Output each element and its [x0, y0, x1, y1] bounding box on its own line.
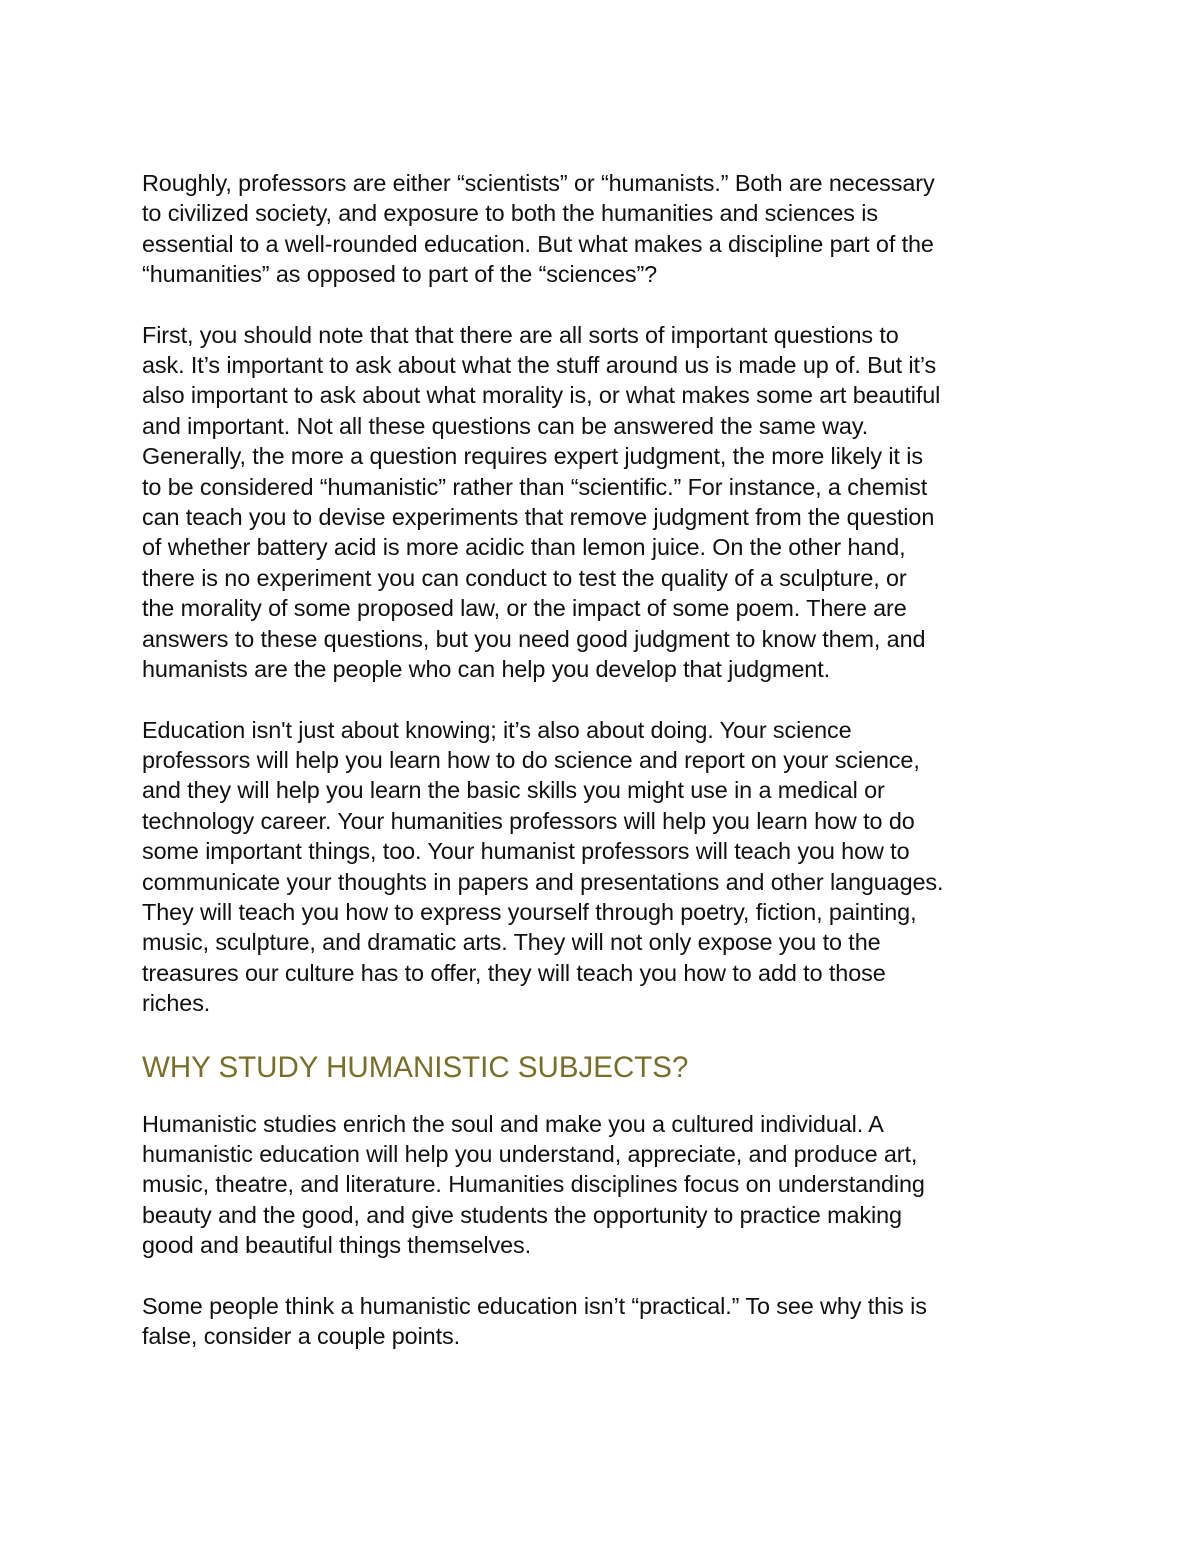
document-page — [142, 168, 1072, 1351]
paragraph-education-doing: Education isn't just about knowing; it’s also about doing. Your science professors will help you learn how to do science and report on your science, and they will help you learn the basic skills you might use in a medical or technology career. Your humanities professors will help you learn how to do some important things, too. Your humanist professors will teach you how to communicate your thoughts in papers and presentations and other languages. They will teach you how to express yourself through poetry, fiction, painting, music, sculpture, and dramatic arts. They will not only expose you to the treasures our culture has to offer, they will teach you how to add to those riches. — [142, 716, 944, 1017]
paragraph-important-questions: First, you should note that that there are all sorts of important questions to ask. It’s important to ask about what the stuff around us is made up of. But it’s also important to ask about what morality is, or what makes some art beautiful and important. Not all these questions can be answered the same way. Generally, the more a question requires expert judgment, the more likely it is to be considered “humanistic” rather than “scientific.” For instance, a chemist can teach you to devise experiments that remove judgment from the question of whether battery acid is more acidic than lemon juice. On the other hand, there is no experiment you can conduct to test the quality of a sculpture, or the morality of some proposed law, or the impact of some poem. There are answers to these questions, but you need good judgment to know them, and humanists are the people who can help you develop that judgment. — [142, 321, 941, 683]
paragraph-professors-types: Roughly, professors are either “scientists” or “humanists.” Both are necessary to civilized society, and exposure to both the humanities and sciences is essential to a well-rounded education. But what makes a discipline part of the “humanities” as opposed to part of the “sciences”? — [142, 170, 935, 288]
paragraph-humanistic-studies: Humanistic studies enrich the soul and make you a cultured individual. A humanistic education will help you understand, appreciate, and produce art, music, theatre, and literature. Humanities disciplines focus on understanding beauty and the good, and give students the opportunity to practice making good and beautiful things themselves. — [142, 1110, 925, 1259]
paragraph-practical: Some people think a humanistic education isn’t “practical.” To see why this is false, consider a couple points. — [142, 1292, 927, 1349]
section-heading: WHY STUDY HUMANISTIC SUBJECTS? — [142, 1050, 689, 1084]
